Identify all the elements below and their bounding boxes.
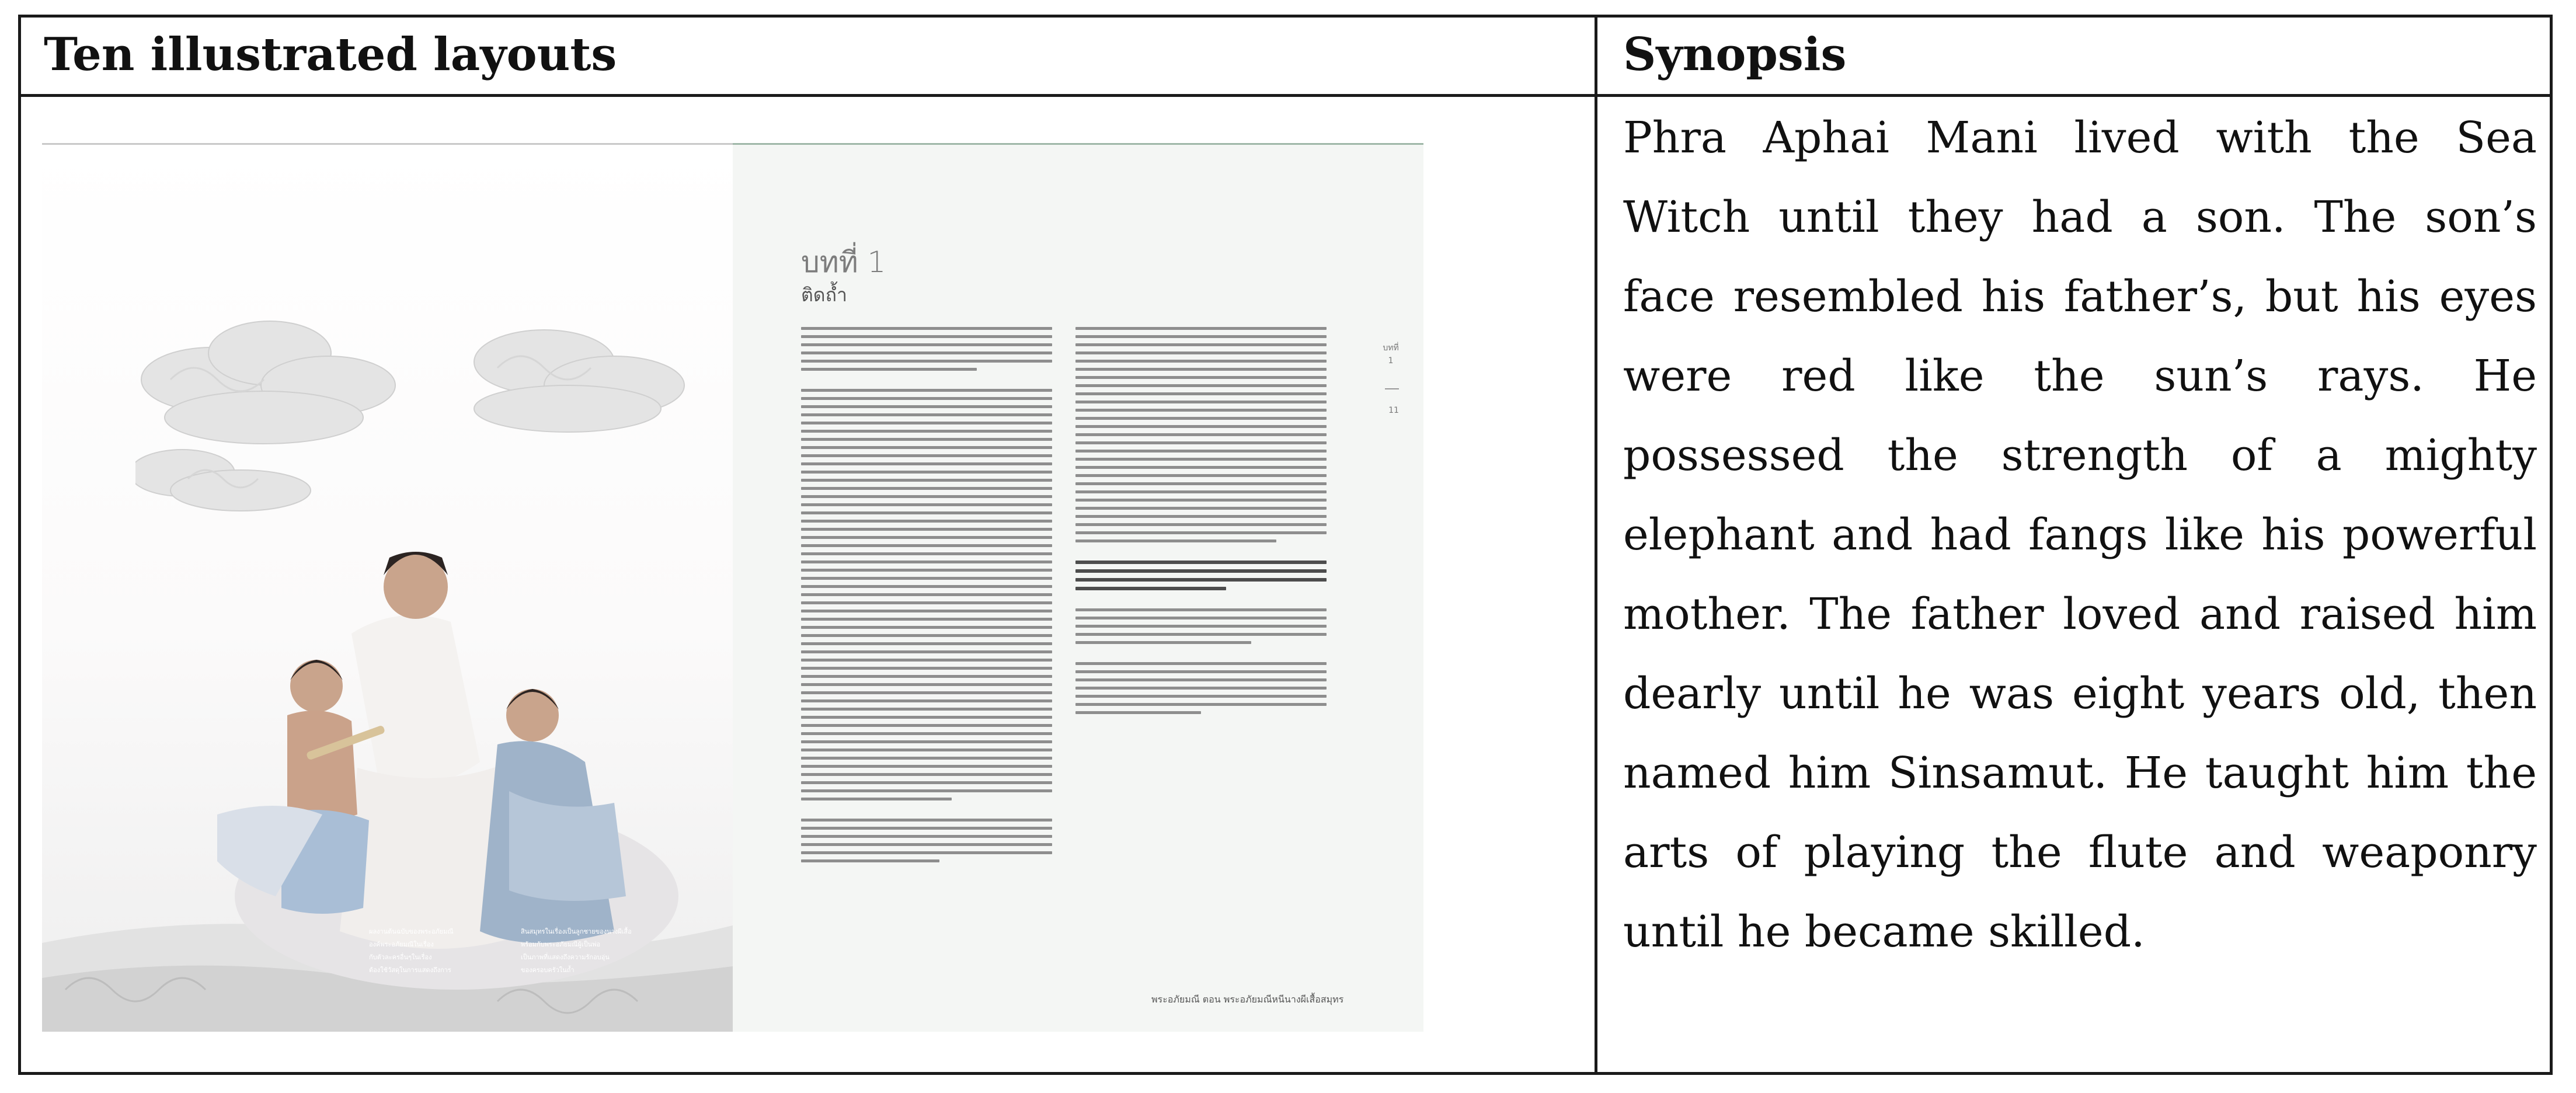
text-line <box>1075 587 1226 590</box>
text-line <box>801 520 1052 523</box>
text-line <box>801 511 1052 514</box>
text-line <box>801 642 1052 645</box>
text-line <box>801 438 1052 441</box>
text-line <box>801 789 1052 792</box>
chapter-subtitle: ติดถ้ำ <box>801 284 847 306</box>
text-line <box>801 798 952 800</box>
text-line <box>1075 670 1327 673</box>
text-line <box>801 462 1052 465</box>
text-line <box>801 405 1052 408</box>
text-line <box>1075 490 1327 493</box>
text-line <box>801 454 1052 457</box>
text-line <box>801 732 1052 735</box>
paragraph-gap <box>1075 596 1327 608</box>
text-line <box>801 479 1052 482</box>
text-line <box>801 569 1052 572</box>
text-line <box>801 430 1052 433</box>
text-line <box>801 601 1052 604</box>
top-rule-right <box>733 143 1423 145</box>
text-line <box>801 773 1052 776</box>
text-line <box>801 835 1052 838</box>
text-line <box>1075 433 1327 436</box>
text-line <box>801 487 1052 490</box>
text-line <box>801 819 1052 822</box>
table-header-divider <box>18 94 2553 97</box>
text-line <box>801 634 1052 637</box>
spread-footer-note: พระอภัยมณี ตอน พระอภัยมณีหนีนางผีเสื้อสมุทร <box>1151 994 1344 1005</box>
text-line <box>1075 569 1327 573</box>
text-line <box>801 544 1052 547</box>
text-line <box>801 422 1052 424</box>
text-line <box>1075 351 1327 354</box>
text-line <box>801 691 1052 694</box>
text-line <box>801 561 1052 563</box>
text-line <box>1075 409 1327 412</box>
table-column-divider <box>1595 15 1597 1075</box>
top-rule-left <box>42 143 733 145</box>
text-line <box>801 851 1052 854</box>
text-line <box>1075 687 1327 690</box>
text-line <box>801 757 1052 760</box>
text-line <box>801 593 1052 596</box>
text-line <box>1075 368 1327 371</box>
text-line <box>1075 343 1327 346</box>
photo-caption-left: ผลงานต้นฉบับของพระอภัยมณี องค์พระอภัยมณีในเรื่อง กับตัวละครอื่นๆในเรื่อง ต้องใช้วัสดุในการแสดงถึงการ <box>369 928 454 974</box>
text-line <box>1075 662 1327 665</box>
text-line <box>1075 360 1327 363</box>
text-line <box>1075 482 1327 485</box>
text-line <box>1075 641 1251 644</box>
paragraph-gap <box>801 376 1052 389</box>
text-line <box>1075 401 1327 403</box>
page-number: 11 <box>1388 406 1399 415</box>
paragraph-gap <box>801 806 1052 819</box>
photo-caption-right: สินสมุทรในเรื่องเป็นลูกชายของนางผีเสื้อ พร้อมกับพระอภัยมณีผู้เป็นพ่อ เป็นภาพที่แสดงถึงความรักอบอุ่น ของครอบครัวในถ้ำ <box>521 928 632 974</box>
text-line <box>801 708 1052 711</box>
text-line <box>801 343 1052 346</box>
text-line <box>801 528 1052 531</box>
synopsis-text: Phra Aphai Mani lived with the Sea Witch until they had a son. The son’s face resembled his father’s, but his eyes were red like the sun’s rays. He possessed the strength of a mighty elephant and had fangs like his powerful mother. The father loved and raised him dearly until he was eight years old, then named him Sinsamut. He taught him the arts of playing the flute and weaponry until he became skilled. <box>1623 113 2537 957</box>
text-line <box>1075 335 1327 338</box>
text-line <box>801 335 1052 338</box>
text-line <box>1075 633 1327 636</box>
text-line <box>1075 703 1327 706</box>
text-line <box>801 413 1052 416</box>
text-line <box>801 859 939 862</box>
text-line <box>1075 450 1327 452</box>
text-line <box>1075 515 1327 518</box>
body-text-column-left <box>801 327 1052 868</box>
text-line <box>801 360 1052 363</box>
text-line <box>801 699 1052 702</box>
text-line <box>801 368 977 371</box>
text-line <box>1075 392 1327 395</box>
text-line <box>801 683 1052 686</box>
text-line <box>1075 608 1327 611</box>
text-line <box>1075 384 1327 387</box>
paragraph-gap <box>1075 649 1327 662</box>
text-line <box>1075 441 1327 444</box>
paragraph-gap <box>1075 548 1327 561</box>
text-line <box>801 659 1052 662</box>
text-line <box>801 650 1052 653</box>
text-line <box>1075 474 1327 477</box>
text-line <box>801 740 1052 743</box>
text-line <box>801 471 1052 474</box>
text-line <box>1075 507 1327 510</box>
text-line <box>1075 466 1327 469</box>
text-line <box>1075 376 1327 379</box>
text-line <box>1075 561 1327 564</box>
text-line <box>801 626 1052 629</box>
text-line <box>801 552 1052 555</box>
text-line <box>1075 327 1327 330</box>
chapter-title: บทที่ 1 <box>801 245 886 279</box>
text-line <box>801 495 1052 498</box>
family-photo-illustration <box>206 488 684 990</box>
text-line <box>801 749 1052 751</box>
text-line <box>1075 458 1327 461</box>
header-layouts: Ten illustrated layouts <box>44 27 617 81</box>
text-line <box>801 351 1052 354</box>
text-line <box>1075 678 1327 681</box>
magazine-spread-image <box>42 143 1423 1032</box>
text-line <box>801 585 1052 588</box>
text-line <box>1075 539 1276 542</box>
text-line <box>1075 499 1327 502</box>
text-line <box>801 724 1052 727</box>
header-synopsis: Synopsis <box>1623 27 1847 81</box>
text-line <box>801 389 1052 392</box>
text-line <box>1075 578 1327 582</box>
text-line <box>1075 531 1327 534</box>
text-line <box>801 843 1052 846</box>
text-line <box>801 610 1052 612</box>
body-text-column-right <box>1075 327 1327 719</box>
text-line <box>801 781 1052 784</box>
text-line <box>801 827 1052 830</box>
text-line <box>801 503 1052 506</box>
text-line <box>1075 695 1327 698</box>
text-line <box>1075 425 1327 428</box>
text-line <box>1075 417 1327 420</box>
text-line <box>801 577 1052 580</box>
text-line <box>801 675 1052 678</box>
text-line <box>801 397 1052 400</box>
text-line <box>1075 711 1201 714</box>
side-marker-rule <box>1385 388 1399 389</box>
text-line <box>801 765 1052 768</box>
text-line <box>1075 625 1327 628</box>
text-line <box>801 327 1052 330</box>
text-line <box>801 716 1052 719</box>
text-line <box>801 536 1052 539</box>
text-line <box>801 667 1052 670</box>
text-line <box>1075 617 1327 619</box>
side-chapter-marker: บทที่ 1 <box>1383 343 1399 366</box>
text-line <box>801 618 1052 621</box>
text-line <box>801 446 1052 449</box>
text-line <box>1075 523 1327 526</box>
